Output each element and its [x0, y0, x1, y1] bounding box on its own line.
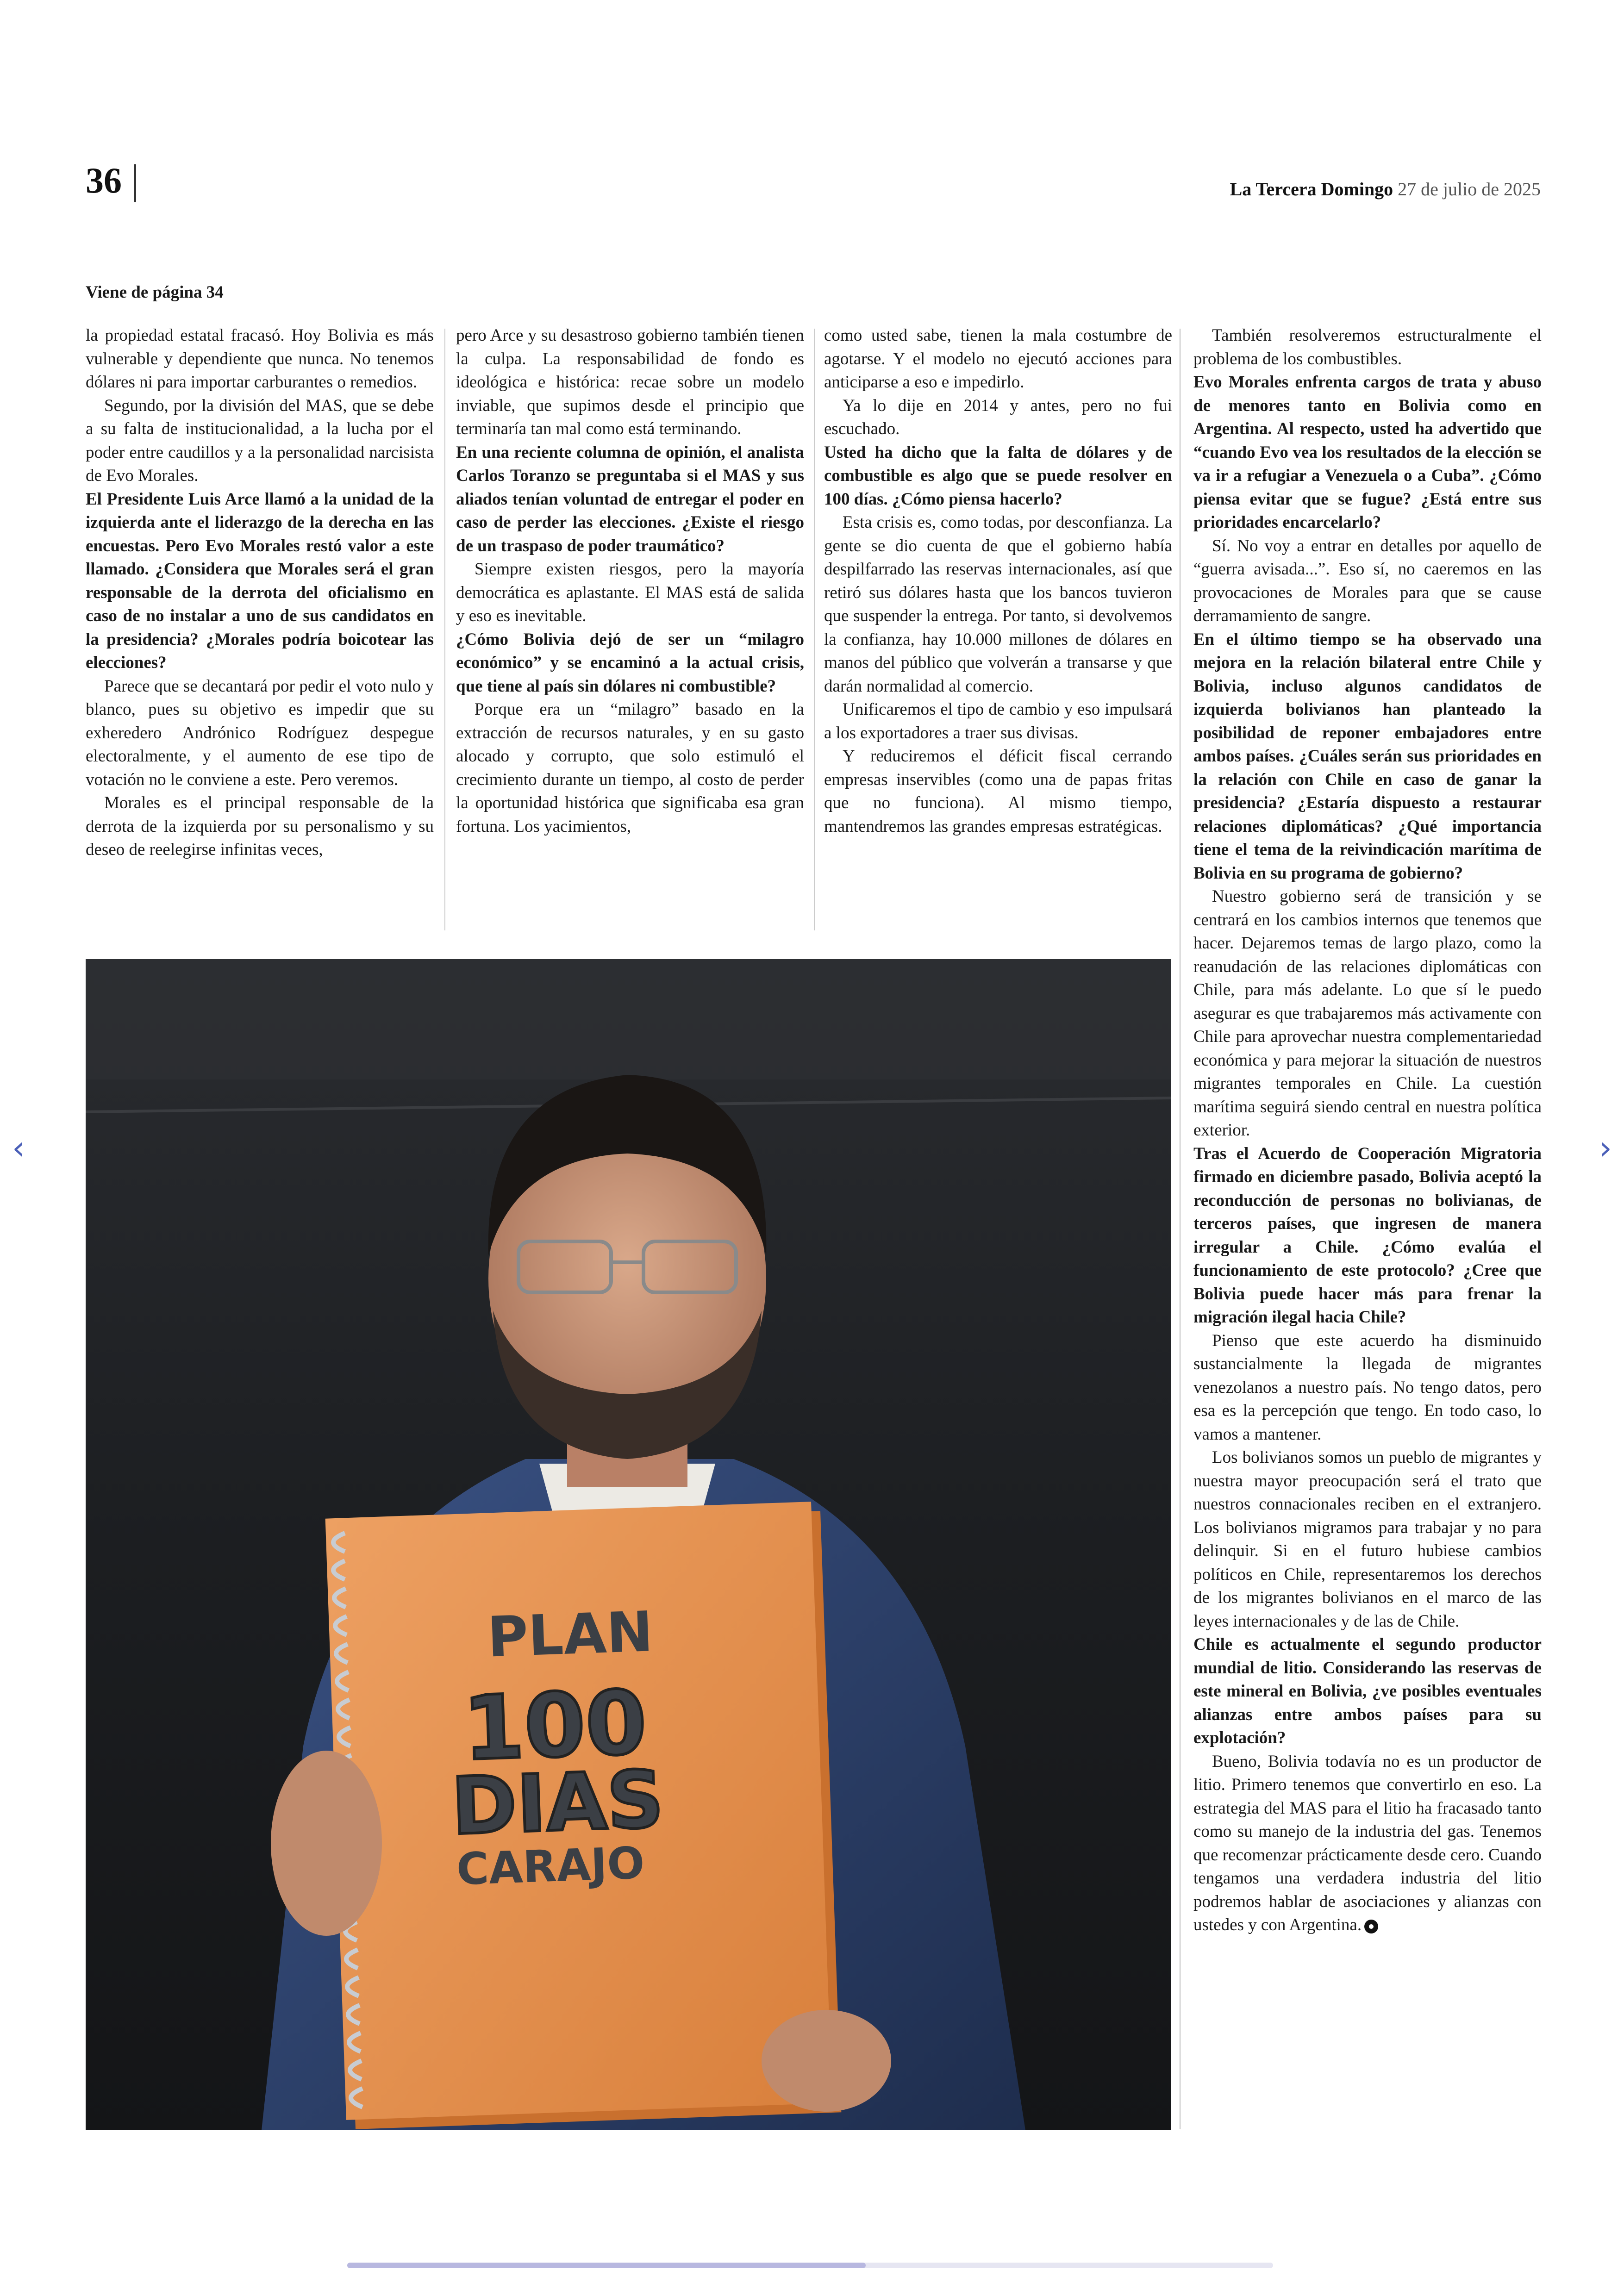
article-paragraph: Los bolivianos somos un pueblo de migrantes y nuestra mayor preocupación será el trato que nuestros connacionales reciben en el extranjero. Los bolivianos migramos para trabajar y no para delinquir. Si en el futuro hubiese cambios políticos en Chile, representaremos los derechos de los migrantes bolivianos en el marco de las leyes internacionales y de las de Chile.: [1193, 1448, 1542, 1631]
interview-question: Usted ha dicho que la falta de dólares y de combustible es algo que se puede resolver en 100 días. ¿Cómo piensa hacerlo?: [824, 443, 1172, 509]
page-number-divider: [134, 164, 136, 202]
article-paragraph: la propiedad estatal fracasó. Hoy Bolivia es más vulnerable y dependiente que nunca. No tenemos dólares ni para importar carburantes o remedios.: [86, 326, 434, 392]
binder-text-dias: DIAS: [450, 1753, 665, 1853]
portrait-illustration: [86, 959, 1171, 2130]
article-column-2: [456, 324, 804, 838]
article-paragraph: Morales es el principal responsable de la derrota de la izquierda por su personalismo y su deseo de reelegirse infinitas veces,: [86, 793, 434, 859]
column-divider: [444, 329, 445, 930]
article-paragraph: Segundo, por la división del MAS, que se debe a su falta de institucionalidad, a la lucha por el poder entre caudillos y a la personalidad narcisista de Evo Morales.: [86, 396, 434, 485]
article-paragraph: como usted sabe, tienen la mala costumbre de agotarse. Y el modelo no ejecutó acciones para anticiparse a eso e impedirlo.: [824, 326, 1172, 392]
binder-text-plan: PLAN: [486, 1600, 654, 1670]
article-paragraph: Y reduciremos el déficit fiscal cerrando empresas inservibles (como una de papas fritas que no funciona). Al mismo tiempo, mantendremos las grandes empresas estratégicas.: [824, 747, 1172, 836]
end-of-article-icon: [1364, 1920, 1378, 1933]
interview-question: El Presidente Luis Arce llamó a la unidad de la izquierda ante el liderazgo de la derecha en las encuestas. Pero Evo Morales restó valor a este llamado. ¿Considera que Morales será el gran responsable de la derrota del oficialismo en caso de no instalar a uno de sus candidatos en la presidencia? ¿Morales podría boicotear las elecciones?: [86, 489, 434, 672]
interview-question: Evo Morales enfrenta cargos de trata y abuso de menores tanto en Bolivia como en Argentina. Al respecto, usted ha advertido que “cuando Evo vea los resultados de la elección se va ir a refugiar a Venezuela o a Cuba”. ¿Cómo piensa evitar que se fugue? ¿Está entre sus prioridades encarcelarlo?: [1193, 373, 1542, 532]
article-paragraph: Pienso que este acuerdo ha disminuido sustancialmente la llegada de migrantes venezolanos a nuestro país. No tengo datos, pero esa es la percepción que tengo. En todo caso, lo vamos a mantener.: [1193, 1331, 1542, 1444]
article-column-4: [1193, 324, 1542, 1937]
article-paragraph: Siempre existen riesgos, pero la mayoría democrática es aplastante. El MAS está de salida y eso es inevitable.: [456, 560, 804, 625]
article-paragraph: Esta crisis es, como todas, por desconfianza. La gente se dio cuenta de que el gobierno había despilfarrado las reservas internacionales, así que retiró sus dólares hasta que los bancos tuvieron que suspender la entrega. Por tanto, si devolvemos la confianza, hay 10.000 millones de dólares en manos del público que volverán a transarse y que darán normalidad al comercio.: [824, 513, 1172, 696]
continued-from-label: Viene de página 34: [86, 283, 224, 302]
chevron-right-icon[interactable]: ›: [1599, 1129, 1612, 1167]
article-paragraph: Parece que se decantará por pedir el voto nulo y blanco, pues su objetivo es impedir que su exheredero Andrónico Rodríguez despegue electoralmente, y el aumento de ese tipo de votación no le conviene a este. Pero veremos.: [86, 676, 434, 789]
right-hand: [762, 2010, 891, 2112]
article-paragraph: Ya lo dije en 2014 y antes, pero no fui escuchado.: [824, 396, 1172, 438]
article-paragraph: Bueno, Bolivia todavía no es un productor de litio. Primero tenemos que convertirlo en eso. La estrategia del MAS para el litio ha fracasado tanto como su manejo de la industria del gas. Tenemos que recomenzar prácticamente desde cero. Cuando tengamos una verdadera industria del litio podremos hablar de asociaciones y alianzas con ustedes y con Argentina.: [1193, 1752, 1542, 1934]
column-divider: [814, 329, 815, 930]
column-divider: [1180, 329, 1181, 2129]
article-paragraph: pero Arce y su desastroso gobierno también tienen la culpa. La responsabilidad de fondo es ideológica e histórica: recae sobre un modelo inviable, que supimos desde el principio que terminaría tan mal como está terminando.: [456, 326, 804, 438]
interview-question: ¿Cómo Bolivia dejó de ser un “milagro económico” y se encaminó a la actual crisis, que tiene al país sin dólares ni combustible?: [456, 630, 804, 696]
interview-question: En el último tiempo se ha observado una mejora en la relación bilateral entre Chile y Bolivia, incluso algunos candidatos de izquierda bolivianos han planteado la posibilidad de reponer embajadores entre ambos países. ¿Cuáles serán sus prioridades en la relación con Chile en caso de ganar la presidencia? ¿Estaría dispuesto a restaurar relaciones diplomáticas? ¿Qué importancia tiene el tema de la reivindicación marítima de Bolivia en su programa de gobierno?: [1193, 630, 1542, 883]
article-paragraph: Porque era un “milagro” basado en la extracción de recursos naturales, y en su gasto alocado y corrupto, que solo estimuló el crecimiento durante un tiempo, al costo de perder la oportunidad histórica que significaba esa gran fortuna. Los yacimientos,: [456, 700, 804, 836]
article-paragraph: También resolveremos estructuralmente el problema de los combustibles.: [1193, 326, 1542, 368]
interview-question: Tras el Acuerdo de Cooperación Migratoria firmado en diciembre pasado, Bolivia aceptó la reconducción de personas no bolivianas, de terceros países, que ingresen de manera irregular a Chile. ¿Cómo evalúa el funcionamiento de este protocolo? ¿Cree que Bolivia puede hacer más para frenar la migración ilegal hacia Chile?: [1193, 1144, 1542, 1327]
issue-date: 27 de julio de 2025: [1398, 179, 1541, 200]
horizontal-scrollbar[interactable]: [347, 2263, 1273, 2268]
article-paragraph: Unificaremos el tipo de cambio y eso impulsará a los exportadores a traer sus divisas.: [824, 700, 1172, 742]
interview-question: En una reciente columna de opinión, el analista Carlos Toranzo se preguntaba si el MAS y sus aliados tenían voluntad de entregar el poder en caso de perder las elecciones. ¿Existe el riesgo de un traspaso de poder traumático?: [456, 443, 804, 555]
binder-text-carajo: CARAJO: [456, 1838, 645, 1896]
masthead: [1230, 178, 1541, 200]
left-hand: [271, 1751, 382, 1936]
chevron-left-icon[interactable]: ‹: [12, 1129, 25, 1167]
article-paragraph: Nuestro gobierno será de transición y se centrará en los cambios internos que tenemos que hacer. Dejaremos temas de largo plazo, como la reanudación de las relaciones diplomáticas con Chile, para más adelante. Lo que sí le puedo asegurar es que trabajaremos más activamente con Chile para aprovechar nuestra complementariedad económica y para mejorar la situación de nuestros migrantes temporales en Chile. La cuestión marítima seguirá siendo central en nuestra política exterior.: [1193, 887, 1542, 1140]
binder-text-100: 100: [461, 1671, 649, 1780]
interview-question: Chile es actualmente el segundo productor mundial de litio. Considerando las reservas de este mineral en Bolivia, ¿ve posibles eventuales alianzas entre ambos países para su explotación?: [1193, 1635, 1542, 1747]
publication-name: La Tercera Domingo: [1230, 179, 1393, 200]
article-paragraph: Sí. No voy a entrar en detalles por aquello de “guerra avisada...”. Eso sí, no caeremos en las provocaciones de Morales para que se cause derramamiento de sangre.: [1193, 536, 1542, 625]
article-column-1: [86, 324, 434, 862]
article-column-3: [824, 324, 1172, 838]
scrollbar-thumb[interactable]: [347, 2263, 866, 2268]
article-photo: [86, 959, 1171, 2130]
page-number: 36: [86, 160, 122, 200]
